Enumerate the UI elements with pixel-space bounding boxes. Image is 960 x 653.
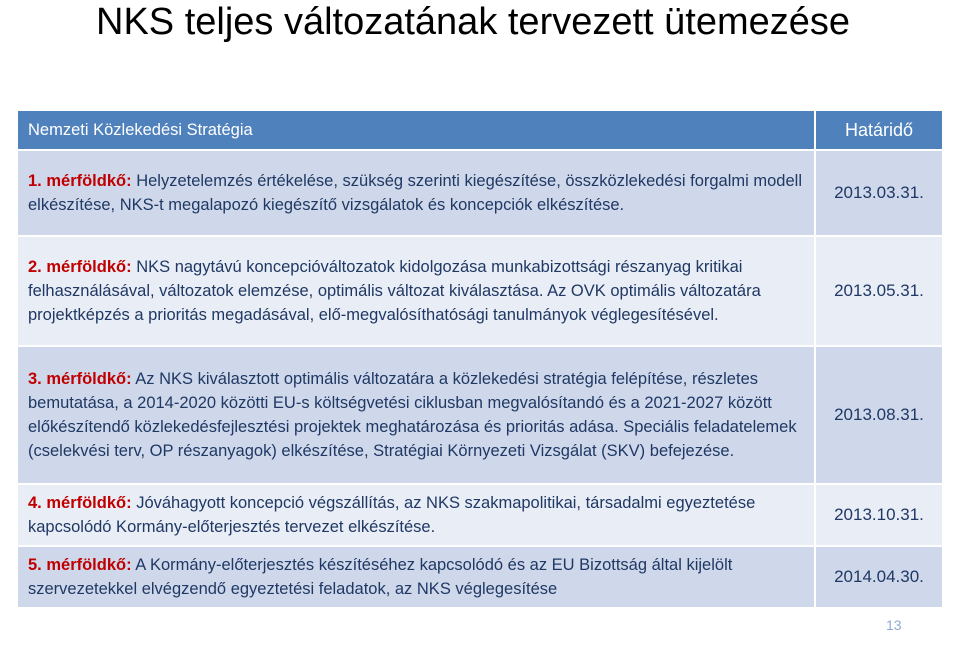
milestone-text: NKS nagytávú koncepcióváltozatok kidolgozása munkabizottsági részanyag kritikai felhasználásával, változatok elemzése, optimális változat kiválasztása. Az OVK optimális változatára projektképzés a prioritás megadásával, elő-megvalósíthatósági tanulmányok véglegesítésével. [28, 258, 761, 324]
milestone-label: 2. mérföldkő: [28, 258, 132, 276]
milestone-label: 4. mérföldkő: [28, 494, 132, 512]
schedule-table [18, 109, 942, 607]
header-strategy: Nemzeti Közlekedési Stratégia [18, 110, 815, 150]
milestone-cell [18, 150, 815, 236]
deadline-cell: 2013.08.31. [815, 346, 942, 484]
table-row [18, 150, 942, 236]
table-row [18, 346, 942, 484]
header-deadline: Határidő [815, 110, 942, 150]
milestone-label: 1. mérföldkő: [28, 172, 132, 190]
milestone-label: 3. mérföldkő: [28, 370, 132, 388]
milestone-cell [18, 346, 815, 484]
milestone-text: A Kormány-előterjesztés készítéséhez kapcsolódó és az EU Bizottság által kijelölt szervezetekkel elvégzendő egyeztetési feladatok, az NKS véglegesítése [28, 556, 733, 598]
page-title: NKS teljes változatának tervezett ütemezése [96, 1, 851, 43]
table-row [18, 484, 942, 546]
milestone-label: 5. mérföldkő: [28, 556, 132, 574]
deadline-cell: 2013.10.31. [815, 484, 942, 546]
milestone-cell [18, 236, 815, 346]
deadline-cell: 2014.04.30. [815, 546, 942, 607]
milestone-text: Jóváhagyott koncepció végszállítás, az NKS szakmapolitikai, társadalmi egyeztetése kapcsolódó Kormány-előterjesztés tervezet elkészítése. [28, 494, 756, 536]
milestone-cell [18, 546, 815, 607]
deadline-cell: 2013.05.31. [815, 236, 942, 346]
milestone-text: Az NKS kiválasztott optimális változatára a közlekedési stratégia felépítése, részletes bemutatása, a 2014-2020 közötti EU-s költségvetési ciklusban megvalósítandó és a 2021-2027 között előkészítendő közlekedésfejlesztési projektek meghatározása és prioritás adása. Speciális feladatelemek (cselekvési terv, OP részanyagok) elkészítése, Stratégiai Környezeti Vizsgálat (SKV) befejezése. [28, 370, 797, 460]
milestone-text: Helyzetelemzés értékelése, szükség szerinti kiegészítése, összközlekedési forgalmi modell elkészítése, NKS-t megalapozó kiegészítő vizsgálatok és koncepciók elkészítése. [28, 172, 802, 214]
deadline-cell: 2013.03.31. [815, 150, 942, 236]
table-header-row [18, 110, 942, 150]
table-row [18, 236, 942, 346]
table-row [18, 546, 942, 607]
milestone-cell [18, 484, 815, 546]
page-number: 13 [886, 617, 902, 633]
